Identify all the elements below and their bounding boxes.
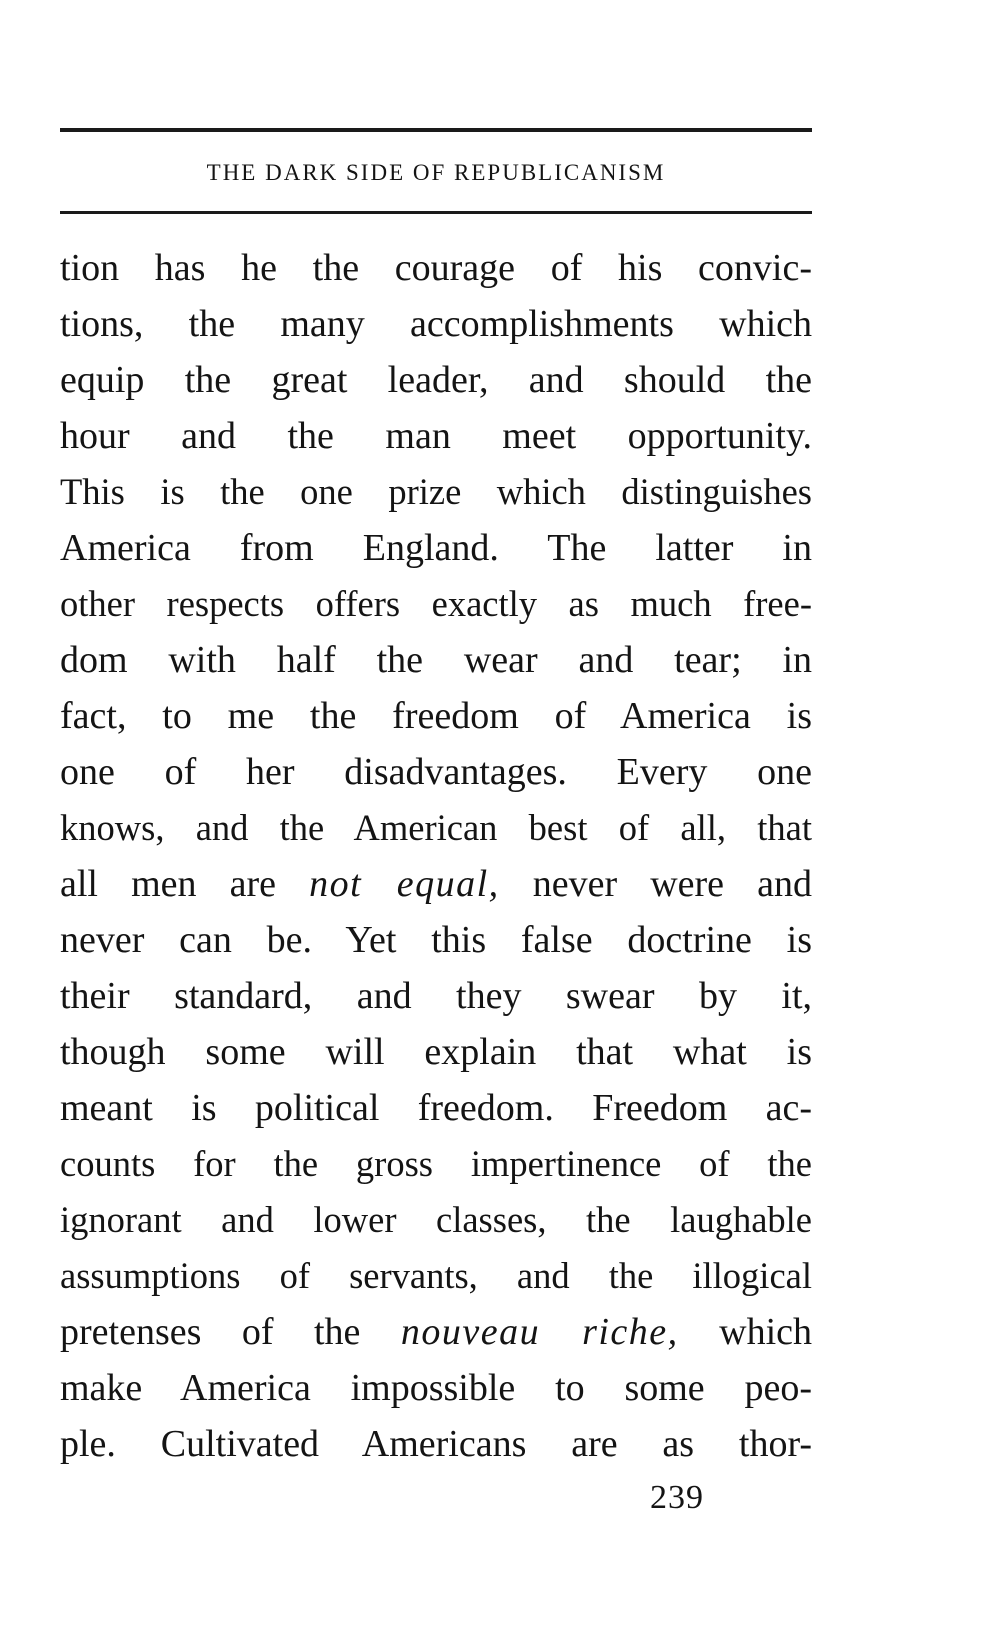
text-line: meant is political freedom. Freedom ac-	[60, 1087, 812, 1129]
text-line: knows, and the American best of all, that	[60, 807, 812, 848]
text-line: never can be. Yet this false doctrine is	[60, 919, 812, 961]
text-line: hour and the man meet opportunity.	[60, 415, 812, 457]
text-line	[60, 1304, 812, 1360]
text-line: dom with half the wear and tear; in	[60, 639, 812, 681]
text-line	[60, 856, 812, 912]
italic-phrase: nouveau riche,	[400, 1311, 679, 1353]
text-run: pretenses of the	[60, 1311, 401, 1353]
text-line: though some will explain that what is	[60, 1031, 812, 1073]
italic-phrase: not equal,	[309, 863, 500, 905]
text-line: tions, the many accomplishments which	[60, 303, 812, 345]
text-line: their standard, and they swear by it,	[60, 975, 812, 1017]
text-line: tion has he the courage of his convic-	[60, 247, 812, 289]
running-head: THE DARK SIDE OF REPUBLICANISM	[206, 160, 666, 185]
text-line: one of her disadvantages. Every one	[60, 751, 812, 793]
text-line: ignorant and lower classes, the laughable	[60, 1199, 812, 1240]
text-line: This is the one prize which distinguishes	[60, 471, 812, 512]
text-line: make America impossible to some peo-	[60, 1367, 812, 1409]
text-line: ple. Cultivated Americans are as thor-	[60, 1423, 812, 1465]
text-line: equip the great leader, and should the	[60, 359, 812, 401]
text-run: which	[678, 1311, 812, 1353]
body-text	[60, 240, 812, 1472]
text-run: never were and	[499, 863, 812, 905]
text-line: assumptions of servants, and the illogical	[60, 1255, 812, 1296]
header-rule-bottom	[60, 211, 812, 214]
text-run: all men are	[60, 863, 310, 905]
text-line: counts for the gross impertinence of the	[60, 1143, 812, 1184]
page-number: 239	[650, 1479, 704, 1516]
text-line: other respects offers exactly as much free-	[60, 583, 812, 624]
header-rule-top	[60, 128, 812, 132]
text-line: fact, to me the freedom of America is	[60, 695, 812, 737]
text-line: America from England. The latter in	[60, 527, 812, 569]
